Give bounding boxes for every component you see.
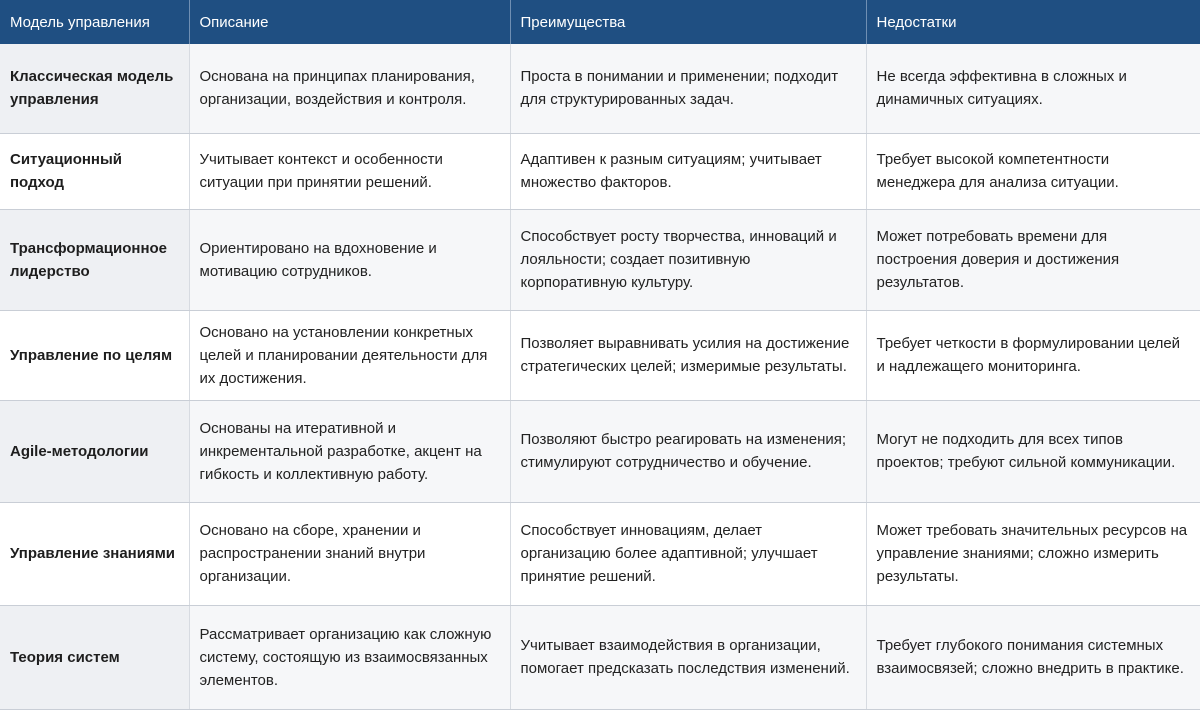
model-advantages: Способствует росту творчества, инноваций и лояльности; создает позитивную корпоративную культуру.	[510, 209, 866, 310]
header-row	[0, 0, 1200, 44]
table-row	[0, 310, 1200, 400]
model-description: Основана на принципах планирования, организации, воздействия и контроля.	[189, 44, 510, 133]
model-disadvantages: Требует глубокого понимания системных взаимосвязей; сложно внедрить в практике.	[866, 605, 1200, 709]
table-header	[0, 0, 1200, 44]
table-row	[0, 44, 1200, 133]
model-disadvantages: Может требовать значительных ресурсов на управление знаниями; сложно измерить результаты.	[866, 502, 1200, 605]
model-advantages: Позволяют быстро реагировать на изменения; стимулируют сотрудничество и обучение.	[510, 400, 866, 502]
model-name: Ситуационный подход	[0, 133, 189, 209]
table-row	[0, 209, 1200, 310]
model-advantages: Адаптивен к разным ситуациям; учитывает множество факторов.	[510, 133, 866, 209]
table-row	[0, 502, 1200, 605]
model-advantages: Проста в понимании и применении; подходит для структурированных задач.	[510, 44, 866, 133]
model-description: Основано на установлении конкретных целей и планировании деятельности для их достижения.	[189, 310, 510, 400]
table-row	[0, 400, 1200, 502]
model-name: Трансформационное лидерство	[0, 209, 189, 310]
table-row	[0, 133, 1200, 209]
model-name: Управление знаниями	[0, 502, 189, 605]
model-name: Классическая модель управления	[0, 44, 189, 133]
model-description: Рассматривает организацию как сложную систему, состоящую из взаимосвязанных элементов.	[189, 605, 510, 709]
model-advantages: Позволяет выравнивать усилия на достижение стратегических целей; измеримые результаты.	[510, 310, 866, 400]
model-disadvantages: Могут не подходить для всех типов проектов; требуют сильной коммуникации.	[866, 400, 1200, 502]
model-advantages: Способствует инновациям, делает организацию более адаптивной; улучшает принятие решений.	[510, 502, 866, 605]
model-description: Учитывает контекст и особенности ситуации при принятии решений.	[189, 133, 510, 209]
model-name: Agile-методологии	[0, 400, 189, 502]
model-description: Основано на сборе, хранении и распространении знаний внутри организации.	[189, 502, 510, 605]
header-description: Описание	[189, 0, 510, 44]
model-advantages: Учитывает взаимодействия в организации, помогает предсказать последствия изменений.	[510, 605, 866, 709]
model-disadvantages: Не всегда эффективна в сложных и динамичных ситуациях.	[866, 44, 1200, 133]
header-model: Модель управления	[0, 0, 189, 44]
model-name: Управление по целям	[0, 310, 189, 400]
model-disadvantages: Требует четкости в формулировании целей и надлежащего мониторинга.	[866, 310, 1200, 400]
model-disadvantages: Может потребовать времени для построения доверия и достижения результатов.	[866, 209, 1200, 310]
model-description: Ориентировано на вдохновение и мотивацию сотрудников.	[189, 209, 510, 310]
model-name: Теория систем	[0, 605, 189, 709]
table-body	[0, 44, 1200, 709]
table-row	[0, 605, 1200, 709]
header-advantages: Преимущества	[510, 0, 866, 44]
model-description: Основаны на итеративной и инкрементальной разработке, акцент на гибкость и коллективную работу.	[189, 400, 510, 502]
header-disadvantages: Недостатки	[866, 0, 1200, 44]
model-disadvantages: Требует высокой компетентности менеджера для анализа ситуации.	[866, 133, 1200, 209]
